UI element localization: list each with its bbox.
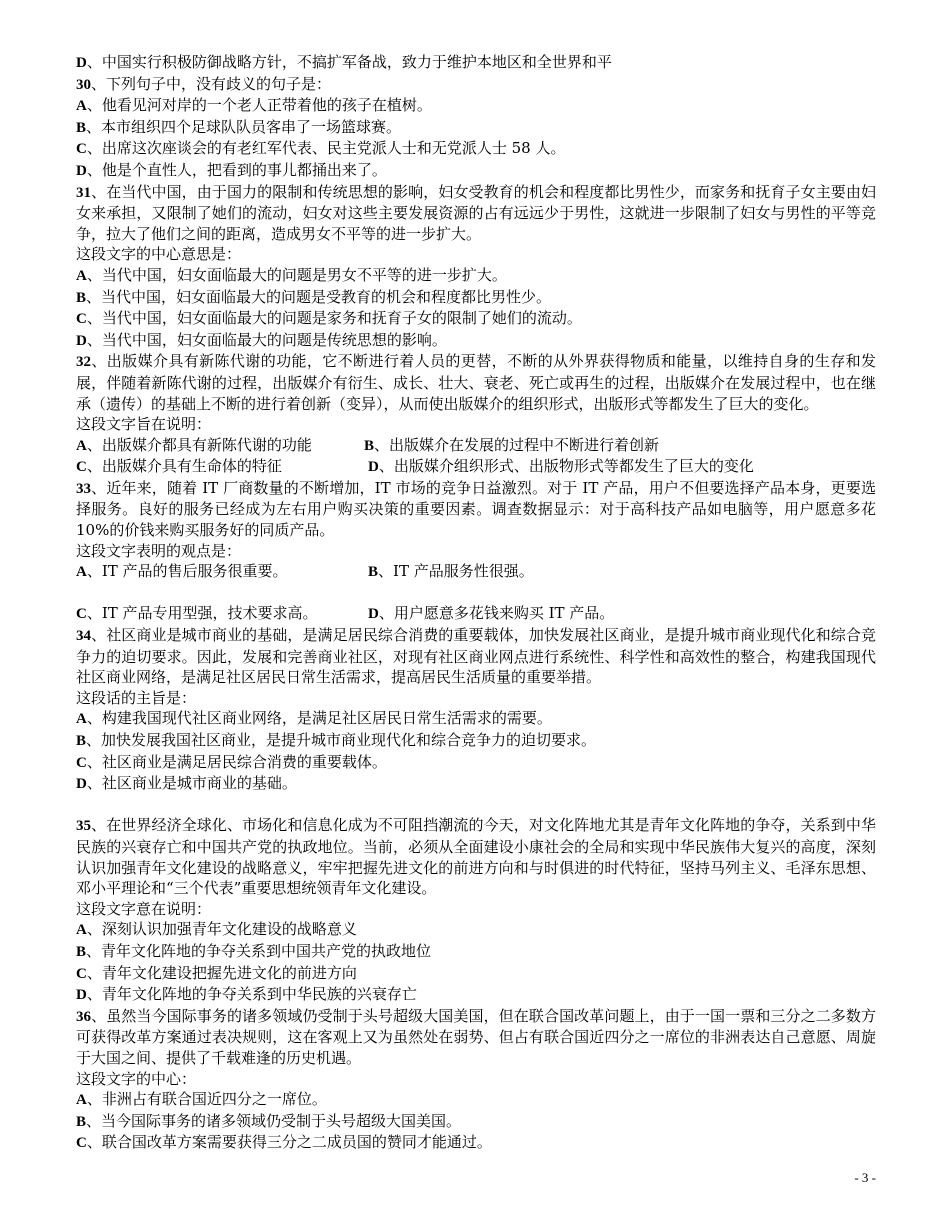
option-line: D、社区商业是城市商业的基础。 — [76, 774, 297, 793]
option-row — [76, 435, 876, 457]
option-c: C、出版媒介具有生命体的特征 — [76, 457, 282, 476]
question-36: 36、虽然当今国际事务的诸多领域仍受制于头号超级大国美国，但在联合国改革问题上，由于一国一票和三分之二多数方可获得改革方案通过表决规则，这在客观上又为虽然处在弱势、但占有联合国近四分之一席位的非洲表达自己意愿、周旋于大国之间、提供了千载难逢的历史机遇。 — [76, 1006, 876, 1067]
spacer — [76, 795, 876, 816]
question-stem: 这段文字表明的观点是： — [76, 541, 242, 560]
option-line: A、深刻认识加强青年文化建设的战略意义 — [76, 920, 357, 939]
option-line: A、构建我国现代社区商业网络，是满足社区居民日常生活需求的需要。 — [76, 709, 552, 728]
option-row — [76, 456, 876, 478]
option-row — [76, 561, 876, 583]
option-a: A、IT 产品的售后服务很重要。 — [76, 562, 288, 581]
option-line: D、他是个直性人，把看到的事儿都捅出来了。 — [76, 160, 387, 179]
question-31: 31、在当代中国，由于国力的限制和传统思想的影响，妇女受教育的机会和程度都比男性少，而家务和抚育子女主要由妇女来承担，又限制了她们的流动，妇女对这些主要发展资源的占有远远少于男性，这就进一步限制了妇女与男性的平等竞争，拉大了他们之间的距离，造成男女不平等的进一步扩大。 — [76, 182, 876, 243]
question-stem: 这段话的主旨是： — [76, 688, 197, 707]
option-line: B、加快发展我国社区商业，是提升城市商业现代化和综合竞争力的迫切要求。 — [76, 731, 597, 749]
question-stem: 这段文字的中心： — [76, 1069, 197, 1088]
question-stem: 这段文字意在说明： — [76, 899, 212, 918]
option-line: D、中国实行积极防御战略方针，不搞扩军备战，致力于维护本地区和全世界和平 — [76, 53, 612, 71]
option-line: C、青年文化建设把握先进文化的前进方向 — [76, 963, 357, 982]
option-line: B、本市组织四个足球队队员客串了一场篮球赛。 — [76, 117, 402, 136]
question-34: 34、社区商业是城市商业的基础，是满足居民综合消费的重要载体，加快发展社区商业，是提升城市商业现代化和综合竞争力的迫切要求。因此，发展和完善商业社区，对现有社区商业网点进行系统性、科学性和高效性的整合，构建我国现代社区商业网络，是满足社区居民日常生活需求，提高居民生活质量的重要举措。 — [76, 626, 876, 687]
option-line: A、当代中国，妇女面临最大的问题是男女不平等的进一步扩大。 — [76, 265, 507, 284]
option-line: D、青年文化阵地的争夺关系到中华民族的兴衰存亡 — [76, 985, 417, 1004]
spacer — [76, 583, 876, 604]
option-d: D、用户愿意多花钱来购买 IT 产品。 — [368, 604, 615, 623]
option-line: B、青年文化阵地的争夺关系到中国共产党的执政地位 — [76, 941, 432, 960]
option-line: A、非洲占有联合国近四分之一席位。 — [76, 1090, 327, 1109]
question-30: 30、下列句子中，没有歧义的句子是： — [76, 74, 332, 93]
page-content — [76, 52, 876, 1154]
option-b: B、IT 产品服务性很强。 — [368, 562, 534, 581]
option-a: A、出版媒介都具有新陈代谢的功能 — [76, 435, 312, 454]
option-b: B、出版媒介在发展的过程中不断进行着创新 — [364, 435, 660, 454]
page-number: - 3 - — [854, 1170, 876, 1185]
option-line: B、当今国际事务的诸多领域仍受制于头号超级大国美国。 — [76, 1111, 462, 1130]
option-line: C、联合国改革方案需要获得三分之二成员国的赞同才能通过。 — [76, 1133, 492, 1152]
option-d: D、出版媒介组织形式、出版物形式等都发生了巨大的变化 — [368, 457, 754, 476]
question-stem: 这段文字旨在说明： — [76, 415, 212, 434]
option-line: C、当代中国，妇女面临最大的问题是家务和抚育子女的限制了她们的流动。 — [76, 309, 582, 328]
option-line: D、当代中国，妇女面临最大的问题是传统思想的影响。 — [76, 330, 447, 349]
option-c: C、IT 产品专用型强，技术要求高。 — [76, 604, 318, 623]
question-stem: 这段文字的中心意思是： — [76, 245, 242, 264]
question-35: 35、在世界经济全球化、市场化和信息化成为不可阻挡潮流的今天，对文化阵地尤其是青年文化阵地的争夺，关系到中华民族的兴衰存亡和中国共产党的执政地位。当前，必须从全面建设小康社会的全局和实现中华民族伟大复兴的高度，深刻认识加强青年文化建设的战略意义，牢牢把握先进文化的前进方向和与时俱进的时代特征，坚持马列主义、毛泽东思想、邓小平理论和“三个代表”重要思想统领青年文化建设。 — [76, 816, 876, 898]
question-33: 33、近年来，随着 IT 厂商数量的不断增加，IT 市场的竞争日益激烈。对于 IT 产品，用户不但要选择产品本身，更要选择服务。良好的服务已经成为左右用户购买决策的重要因素。调查数据显示：对于高科技产品如电脑等，用户愿意多花 10%的价钱来购买服务好的同质产品。 — [76, 478, 876, 540]
question-32: 32、出版媒介具有新陈代谢的功能，它不断进行着人员的更替，不断的从外界获得物质和能量，以维持自身的生存和发展，伴随着新陈代谢的过程，出版媒介有衍生、成长、壮大、衰老、死亡或再生的过程，出版媒介在发展过程中，也在继承（遗传）的基础上不断的进行着创新（变异），从而使出版媒介的组织形式，出版形式等都发生了巨大的变化。 — [76, 352, 876, 413]
option-line: C、出席这次座谈会的有老红军代表、民主党派人士和无党派人士 58 人。 — [76, 139, 566, 158]
option-row — [76, 603, 876, 625]
option-line: A、他看见河对岸的一个老人正带着他的孩子在植树。 — [76, 96, 432, 115]
option-line: B、当代中国，妇女面临最大的问题是受教育的机会和程度都比男性少。 — [76, 287, 552, 306]
option-line: C、社区商业是满足居民综合消费的重要载体。 — [76, 752, 387, 771]
